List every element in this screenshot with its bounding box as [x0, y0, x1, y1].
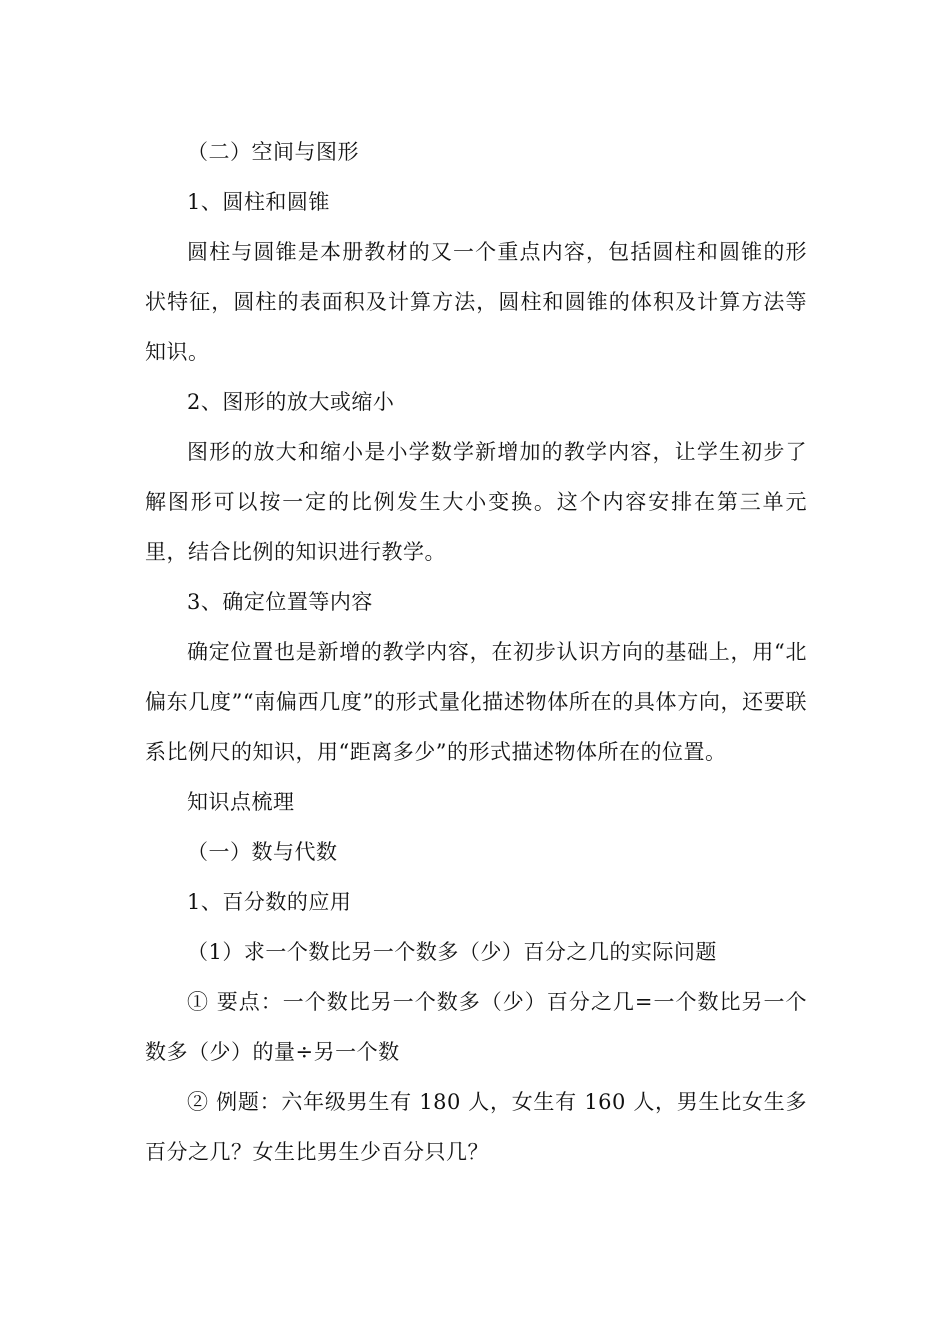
section-heading-numbers-algebra: （一）数与代数: [187, 840, 338, 864]
subheading-percent-application: 1、百分数的应用: [187, 890, 352, 914]
paragraph-position: 确定位置也是新增的教学内容，在初步认识方向的基础上，用“北偏东几度”“南偏西几度”的形式量化描述物体所在的具体方向，还要联系比例尺的知识，用“距离多少”的形式描述物体所在的位置。: [145, 640, 807, 764]
subheading-position: 3、确定位置等内容: [187, 590, 373, 614]
section-heading-space-and-shapes: （二）空间与图形: [187, 140, 359, 164]
paragraph-cylinder-cone: 圆柱与圆锥是本册教材的又一个重点内容，包括圆柱和圆锥的形状特征，圆柱的表面积及计算方法，圆柱和圆锥的体积及计算方法等知识。: [145, 240, 807, 364]
heading-knowledge-review: 知识点梳理: [187, 790, 295, 814]
subheading-percent-more-less: （1）求一个数比另一个数多（少）百分之几的实际问题: [187, 940, 717, 964]
subheading-cylinder-cone: 1、圆柱和圆锥: [187, 190, 330, 214]
subheading-scaling: 2、图形的放大或缩小: [187, 390, 395, 414]
paragraph-key-point: ① 要点：一个数比另一个数多（少）百分之几=一个数比另一个数多（少）的量÷另一个数: [145, 990, 807, 1064]
paragraph-example: ② 例题：六年级男生有 180 人，女生有 160 人，男生比女生多百分之几？女生比男生少百分只几？: [145, 1090, 807, 1164]
document-body: [145, 127, 807, 1177]
paragraph-scaling: 图形的放大和缩小是小学数学新增加的教学内容，让学生初步了解图形可以按一定的比例发生大小变换。这个内容安排在第三单元里，结合比例的知识进行教学。: [145, 440, 807, 564]
